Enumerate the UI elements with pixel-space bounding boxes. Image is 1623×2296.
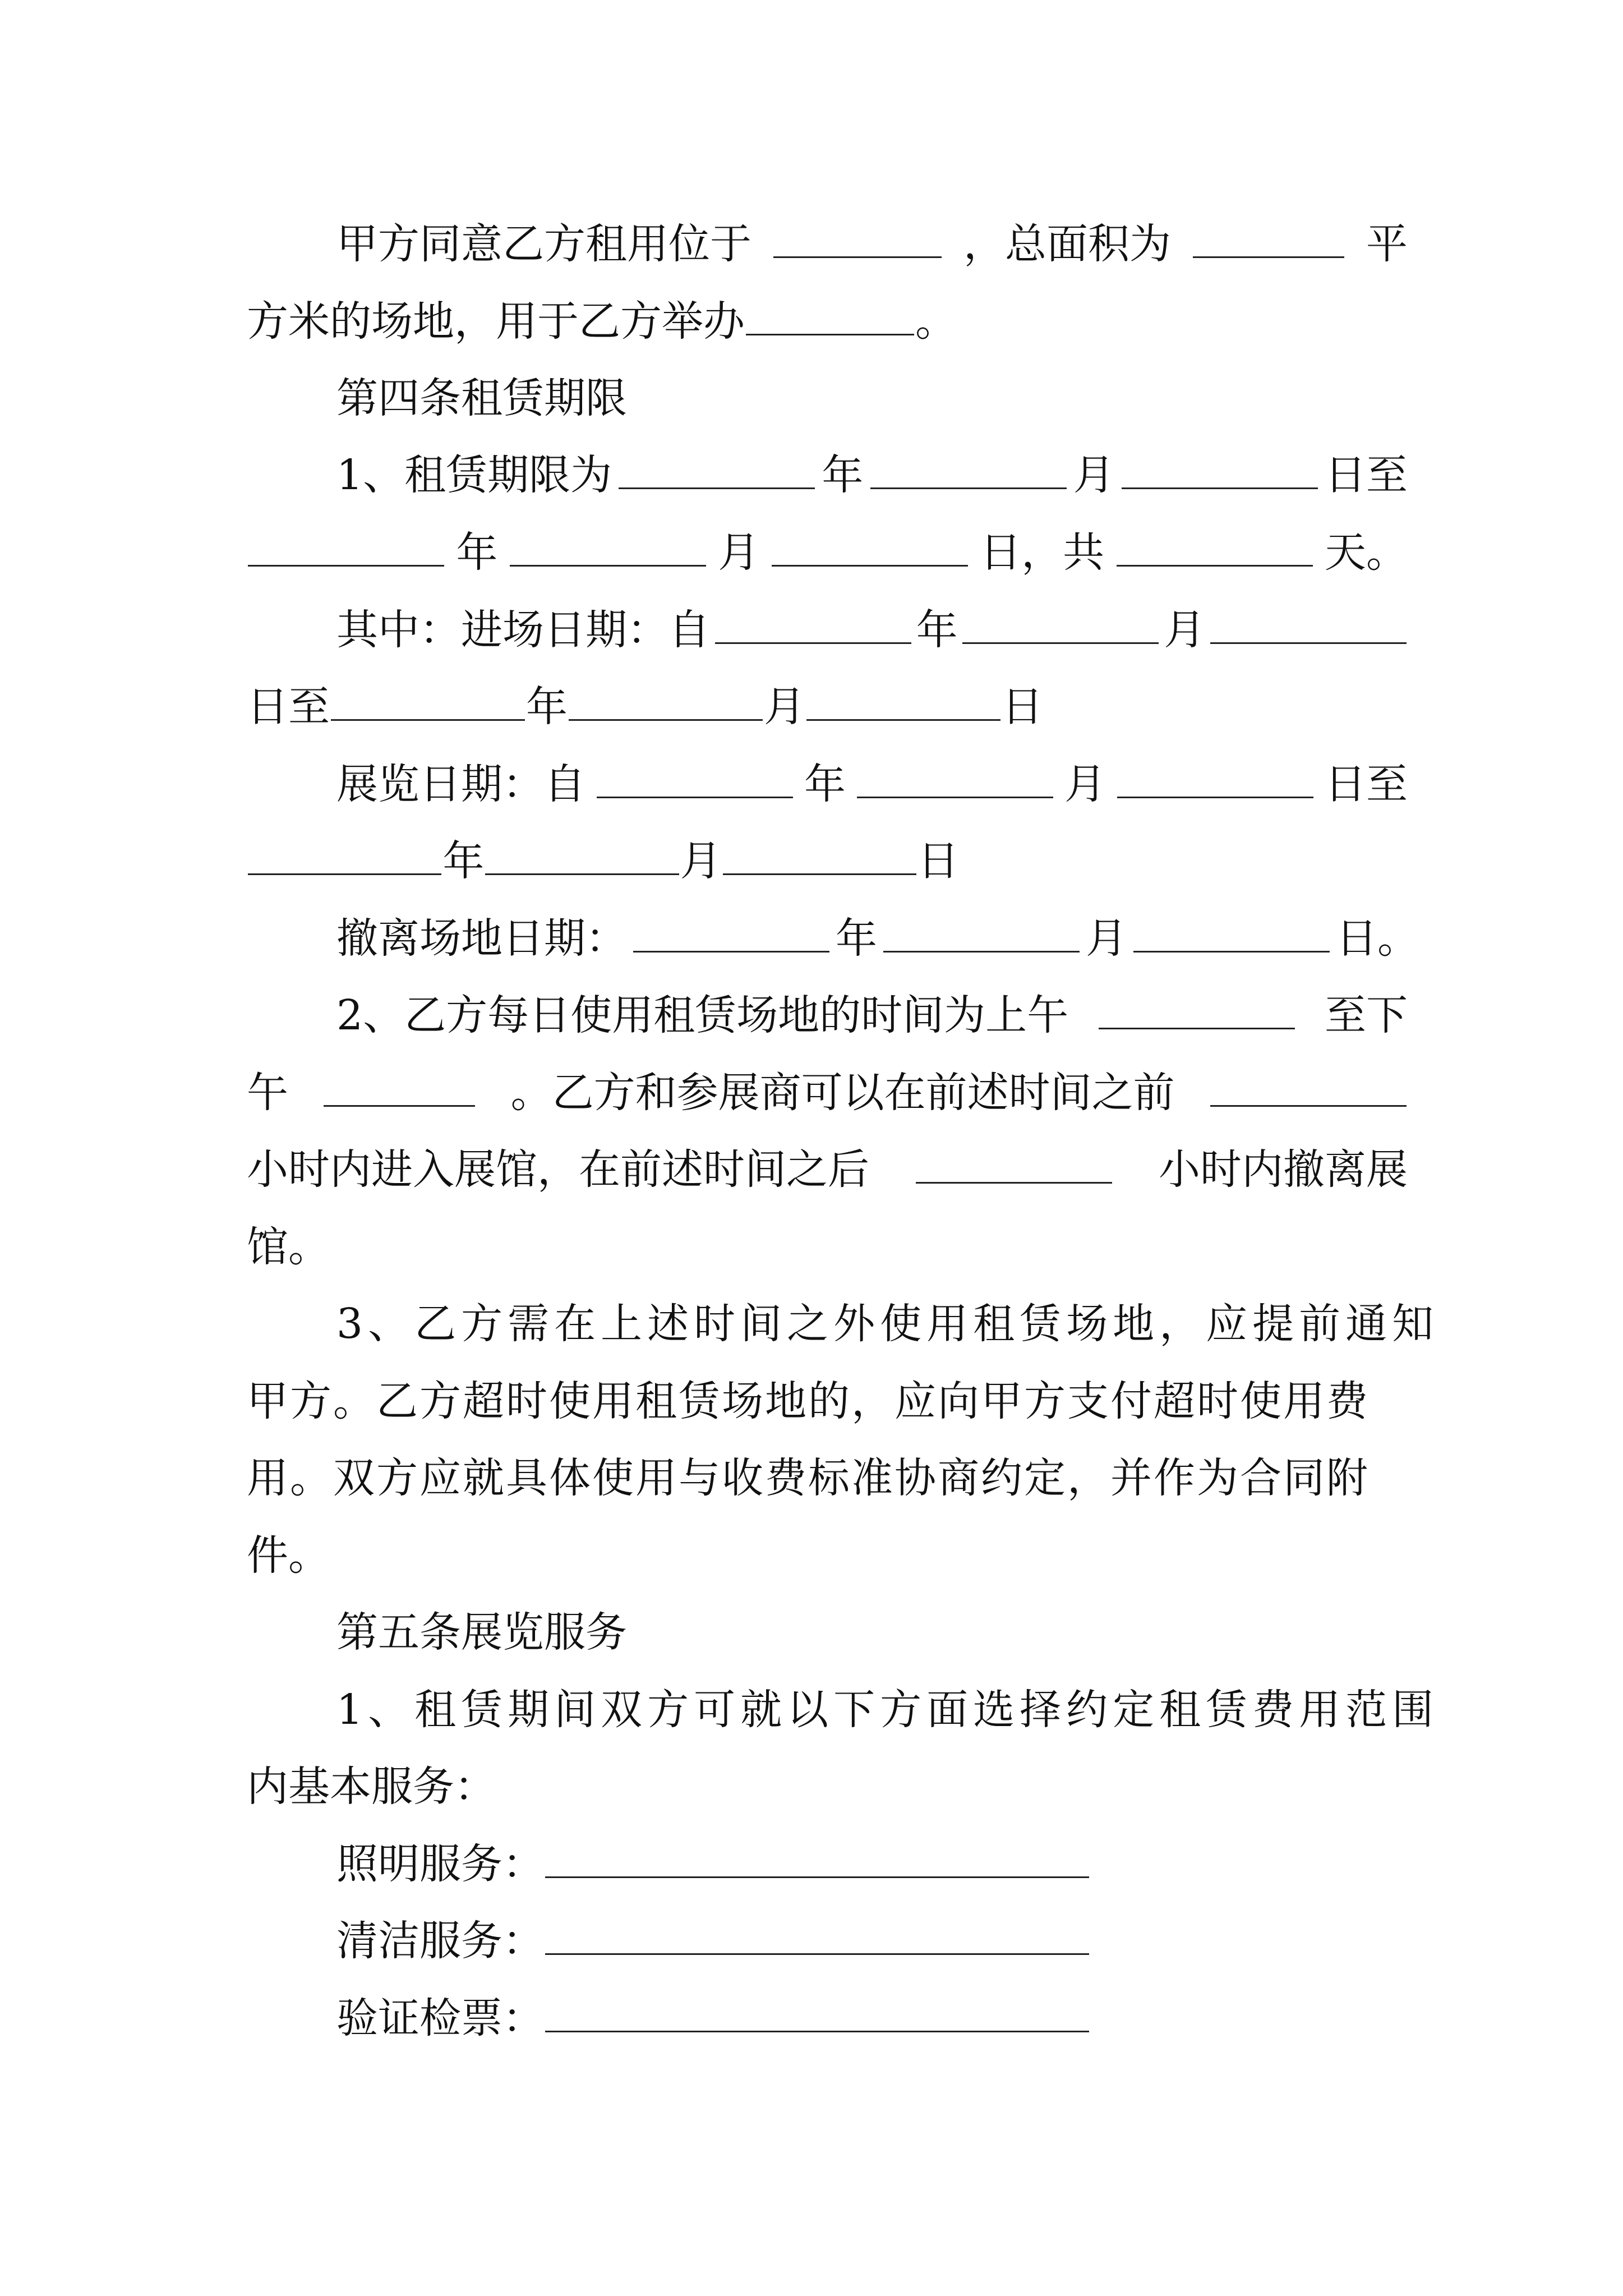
usage-hours-line-1 — [336, 984, 1408, 1046]
text-segment: 日 — [1002, 683, 1043, 731]
text-segment: 年 — [456, 528, 498, 577]
fill-blank-day[interactable] — [806, 684, 1000, 721]
paragraph-venue-line-1 — [336, 213, 1408, 275]
text-segment: 日至 — [1324, 451, 1408, 499]
overtime-line-4: 件。 — [247, 1531, 330, 1580]
fill-blank-month[interactable] — [569, 684, 763, 721]
fill-blank-day[interactable] — [1133, 916, 1330, 953]
fill-blank-location[interactable] — [773, 222, 942, 258]
text-segment: 年 — [442, 837, 485, 885]
fill-blank-day[interactable] — [1122, 453, 1318, 489]
fill-blank-day[interactable] — [1210, 608, 1407, 644]
text-segment: 撤离场地日期： — [336, 914, 627, 963]
text-segment: ，总面积为 — [963, 220, 1171, 268]
text-segment: 月 — [718, 528, 760, 577]
article-4-heading: 第四条租赁期限 — [336, 374, 627, 422]
text-segment: 月 — [1164, 606, 1206, 654]
text-segment: 午 — [247, 1069, 288, 1117]
fill-blank-month[interactable] — [510, 530, 706, 567]
move-in-line-1 — [336, 599, 1408, 661]
fill-blank-month[interactable] — [962, 608, 1159, 644]
fill-blank-year[interactable] — [331, 684, 525, 721]
text-segment: 小时内撤离展 — [1159, 1145, 1408, 1194]
fill-blank-day[interactable] — [723, 839, 916, 875]
fill-blank-month[interactable] — [857, 762, 1053, 798]
text-segment: 平 — [1366, 220, 1408, 268]
usage-hours-line-4: 馆。 — [247, 1223, 330, 1271]
fill-blank-month[interactable] — [870, 453, 1067, 489]
text-segment: 月 — [764, 683, 805, 731]
text-segment: 月 — [680, 837, 722, 885]
fill-blank-day[interactable] — [1117, 762, 1313, 798]
overtime-line-3: 用。双方应就具体使用与收费标准协商约定，并作为合同附 — [247, 1454, 1370, 1502]
lighting-service-label: 照明服务： — [336, 1840, 544, 1888]
text-segment: 2、乙方每日使用租赁场地的时间为上午 — [336, 991, 1069, 1039]
text-segment: 。乙方和参展商可以在前述时间之前 — [510, 1069, 1175, 1117]
text-segment: 日至 — [247, 683, 330, 731]
fill-blank-year[interactable] — [597, 762, 793, 798]
fill-blank-days-total[interactable] — [1117, 530, 1313, 567]
lease-term-line-2 — [247, 522, 1408, 583]
text-segment: 年 — [836, 914, 877, 963]
text-segment: 小时内进入展馆，在前述时间之后 — [247, 1145, 869, 1194]
text-segment: 。 — [915, 297, 957, 346]
text-segment: 其中：进场日期：自 — [336, 606, 710, 654]
lease-term-line-1 — [336, 444, 1408, 506]
text-segment: 天。 — [1324, 528, 1408, 577]
paragraph-venue-line-2 — [247, 291, 1408, 352]
cleaning-service-blank[interactable] — [545, 1918, 1089, 1955]
text-segment: 至下 — [1325, 991, 1408, 1039]
text-segment: 年 — [526, 683, 568, 731]
ticket-check-row — [336, 1987, 1408, 2049]
fill-blank-hours-before[interactable] — [1210, 1070, 1407, 1107]
exhibition-date-line-2 — [247, 830, 976, 892]
text-segment: 方米的场地，用于乙方举办 — [247, 297, 745, 346]
move-in-line-2 — [247, 676, 1077, 738]
fill-blank-year[interactable] — [633, 916, 829, 953]
fill-blank-pm-time[interactable] — [324, 1070, 475, 1107]
fill-blank-day[interactable] — [772, 530, 968, 567]
text-segment: 月 — [1086, 914, 1127, 963]
fill-blank-year[interactable] — [619, 453, 815, 489]
text-segment: 1、租赁期限为 — [336, 451, 612, 499]
overtime-line-1: 3、乙方需在上述时间之外使用租赁场地，应提前通知 — [336, 1300, 1439, 1348]
services-line-2: 内基本服务： — [247, 1763, 496, 1811]
fill-blank-year[interactable] — [248, 839, 441, 875]
text-segment: 甲方同意乙方租用位于 — [336, 220, 751, 268]
move-out-date-line — [336, 908, 1419, 969]
cleaning-service-row — [336, 1910, 1408, 1972]
usage-hours-line-2 — [247, 1062, 1408, 1124]
text-segment: 日，共 — [980, 528, 1105, 577]
fill-blank-area[interactable] — [1193, 222, 1344, 258]
text-segment: 月 — [1073, 451, 1115, 499]
services-line-1: 1、租赁期间双方可就以下方面选择约定租赁费用范围 — [336, 1686, 1439, 1734]
fill-blank-am-time[interactable] — [1099, 993, 1295, 1029]
fill-blank-year[interactable] — [248, 530, 444, 567]
fill-blank-month[interactable] — [485, 839, 679, 875]
text-segment: 年 — [822, 451, 864, 499]
lighting-service-row — [336, 1833, 1408, 1895]
usage-hours-line-3 — [247, 1139, 1408, 1200]
exhibition-date-line-1 — [336, 753, 1408, 815]
text-segment: 年 — [916, 606, 958, 654]
article-5-heading: 第五条展览服务 — [336, 1608, 627, 1657]
text-segment: 年 — [804, 760, 846, 808]
fill-blank-event[interactable] — [746, 299, 914, 335]
lighting-service-blank[interactable] — [545, 1842, 1089, 1878]
text-segment: 日 — [917, 837, 959, 885]
text-segment: 日至 — [1325, 760, 1408, 808]
fill-blank-month[interactable] — [883, 916, 1080, 953]
text-segment: 月 — [1064, 760, 1106, 808]
text-segment: 日。 — [1336, 914, 1419, 963]
text-segment: 展览日期：自 — [336, 760, 585, 808]
cleaning-service-label: 清洁服务： — [336, 1917, 544, 1965]
ticket-check-label: 验证检票： — [336, 1994, 544, 2042]
overtime-line-2: 甲方。乙方超时使用租赁场地的，应向甲方支付超时使用费 — [247, 1377, 1370, 1425]
ticket-check-blank[interactable] — [545, 1996, 1089, 2032]
fill-blank-hours-after[interactable] — [916, 1147, 1112, 1184]
fill-blank-year[interactable] — [715, 608, 911, 644]
